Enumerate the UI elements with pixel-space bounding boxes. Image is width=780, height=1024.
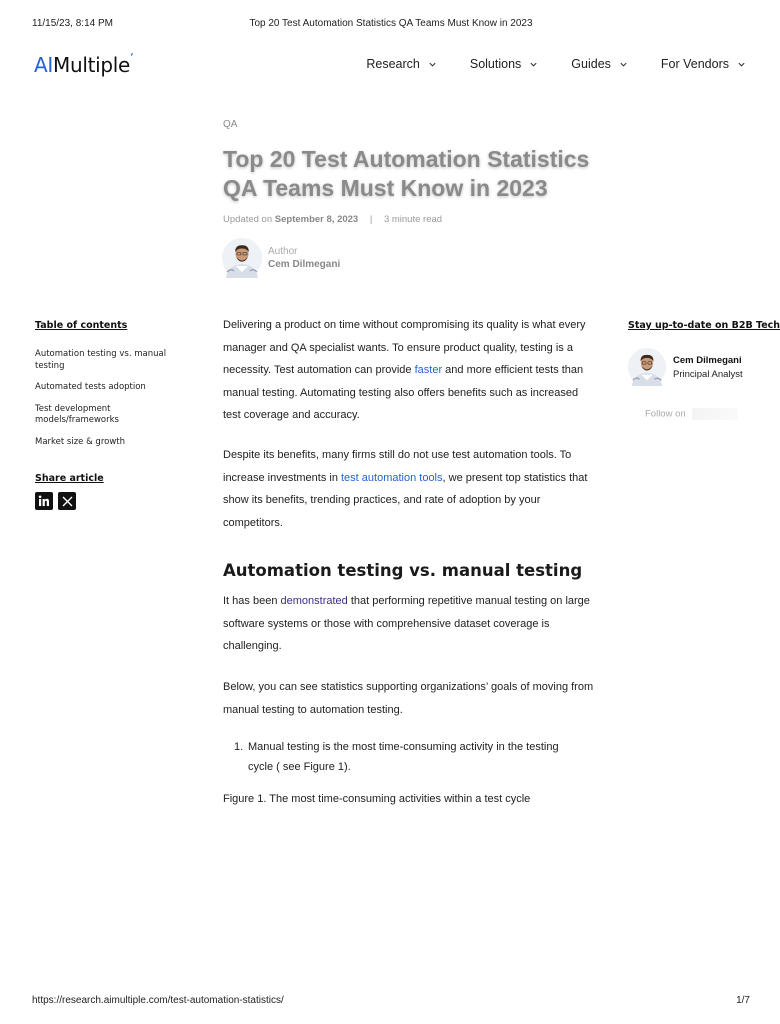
print-doc-title: Top 20 Test Automation Statistics QA Teams Must Know in 2023	[249, 18, 533, 29]
stay-up-to-date-heading: Stay up-to-date on B2B Tech	[628, 320, 780, 331]
updated-date: September 8, 2023	[274, 214, 359, 225]
nav-for-vendors[interactable]	[661, 57, 746, 71]
author-portrait-icon	[222, 238, 262, 278]
chevron-down-icon	[529, 60, 538, 69]
demonstrated-text-a: It has been	[223, 595, 281, 607]
author-portrait-icon	[628, 348, 666, 386]
sidebar-right	[628, 320, 780, 420]
author-box[interactable]	[222, 238, 340, 278]
intro-paragraph	[223, 314, 595, 427]
logo-ai-text: AI	[34, 53, 53, 77]
nav-solutions-label: Solutions	[469, 57, 522, 71]
toc-heading: Table of contents	[35, 320, 128, 331]
updated-prefix: Updated on	[223, 214, 273, 225]
author-card[interactable]	[628, 348, 743, 386]
article-meta	[223, 214, 442, 225]
follow-label: Follow on	[645, 408, 686, 420]
statistics-intro-paragraph: Below, you can see statistics supporting organizations’ goals of moving from manual testing to automation testing.	[223, 681, 594, 716]
list-item-text: Manual testing is the most time-consuming activity in the testing cycle ( see Figure 1).	[248, 741, 559, 773]
site-logo[interactable]	[34, 53, 134, 77]
nav-for-vendors-label: For Vendors	[660, 57, 729, 71]
follow-links-placeholder	[692, 408, 738, 420]
toc-item-adoption[interactable]: Automated tests adoption	[35, 382, 146, 392]
chevron-down-icon	[737, 60, 746, 69]
nav-guides[interactable]	[571, 57, 628, 71]
intro-text-b: and more efficient tests than manual testing. Automating testing also offers benefits such as increased test coverage and accuracy.	[223, 364, 584, 421]
chevron-down-icon	[619, 60, 628, 69]
x-icon[interactable]	[58, 492, 76, 510]
follow-on[interactable]	[645, 408, 738, 420]
demonstrated-paragraph	[223, 590, 595, 658]
toc-item-models-frameworks[interactable]: Test development models/frameworks	[35, 403, 119, 425]
print-datetime: 11/15/23, 8:14 PM	[32, 18, 113, 29]
share-heading: Share article	[35, 473, 104, 484]
figure-caption: Figure 1. The most time-consuming activities within a test cycle	[223, 793, 531, 805]
avatar	[628, 348, 666, 386]
linkedin-icon[interactable]	[35, 492, 53, 510]
chevron-down-icon	[428, 60, 437, 69]
sidebar-author-name: Cem Dilmegani	[673, 354, 742, 366]
logo-spark-icon: ’	[130, 51, 134, 65]
print-page-number: 1/7	[736, 995, 750, 1006]
nav-solutions[interactable]	[470, 57, 538, 71]
author-label: Author	[268, 246, 298, 257]
print-url: https://research.aimultiple.com/test-automation-statistics/	[32, 995, 284, 1006]
page-title: Top 20 Test Automation Statistics QA Teams Must Know in 2023	[223, 146, 590, 201]
toc-item-market-size[interactable]: Market size & growth	[35, 436, 126, 447]
list-number: 1.	[234, 741, 244, 753]
demonstrated-link[interactable]: demonstrated	[280, 595, 348, 607]
list-item	[234, 737, 586, 777]
faster-link[interactable]: faster	[414, 364, 443, 376]
test-automation-tools-link[interactable]: test automation tools	[341, 471, 443, 484]
tools-text-b: , we present top statistics that show its benefits, trending practices, and rate of adoption by your competitors.	[223, 471, 588, 529]
section-heading-automation-vs-manual: Automation testing vs. manual testing	[223, 561, 583, 580]
nav-research[interactable]	[366, 57, 437, 71]
demonstrated-text-b: that performing repetitive manual testing on large software systems or those with comprehensive dataset coverage is challenging.	[223, 595, 590, 652]
tools-text-a: Despite its benefits, many firms still do not use test automation tools. To increase investments in	[223, 449, 572, 484]
read-time: 3 minute read	[383, 214, 443, 225]
logo-multiple-text: Multiple	[52, 53, 131, 77]
article-category[interactable]: QA	[223, 119, 238, 130]
intro-text-a: Delivering a product on time without compromising its quality is what every manager and QA specialist wants. To ensure product quality, testing is a necessity. Test automation can provide	[223, 319, 586, 376]
table-of-contents	[35, 320, 185, 458]
author-name[interactable]: Cem Dilmegani	[268, 259, 341, 270]
nav-research-label: Research	[366, 57, 420, 71]
avatar	[222, 238, 262, 278]
tools-paragraph	[223, 444, 595, 534]
meta-separator: |	[369, 214, 373, 225]
toc-item-automation-vs-manual[interactable]: Automation testing vs. manual testing	[35, 349, 167, 371]
nav-guides-label: Guides	[571, 57, 611, 71]
main-nav	[366, 57, 746, 71]
share-icons	[35, 492, 76, 510]
sidebar-author-role: Principal Analyst	[673, 368, 743, 380]
